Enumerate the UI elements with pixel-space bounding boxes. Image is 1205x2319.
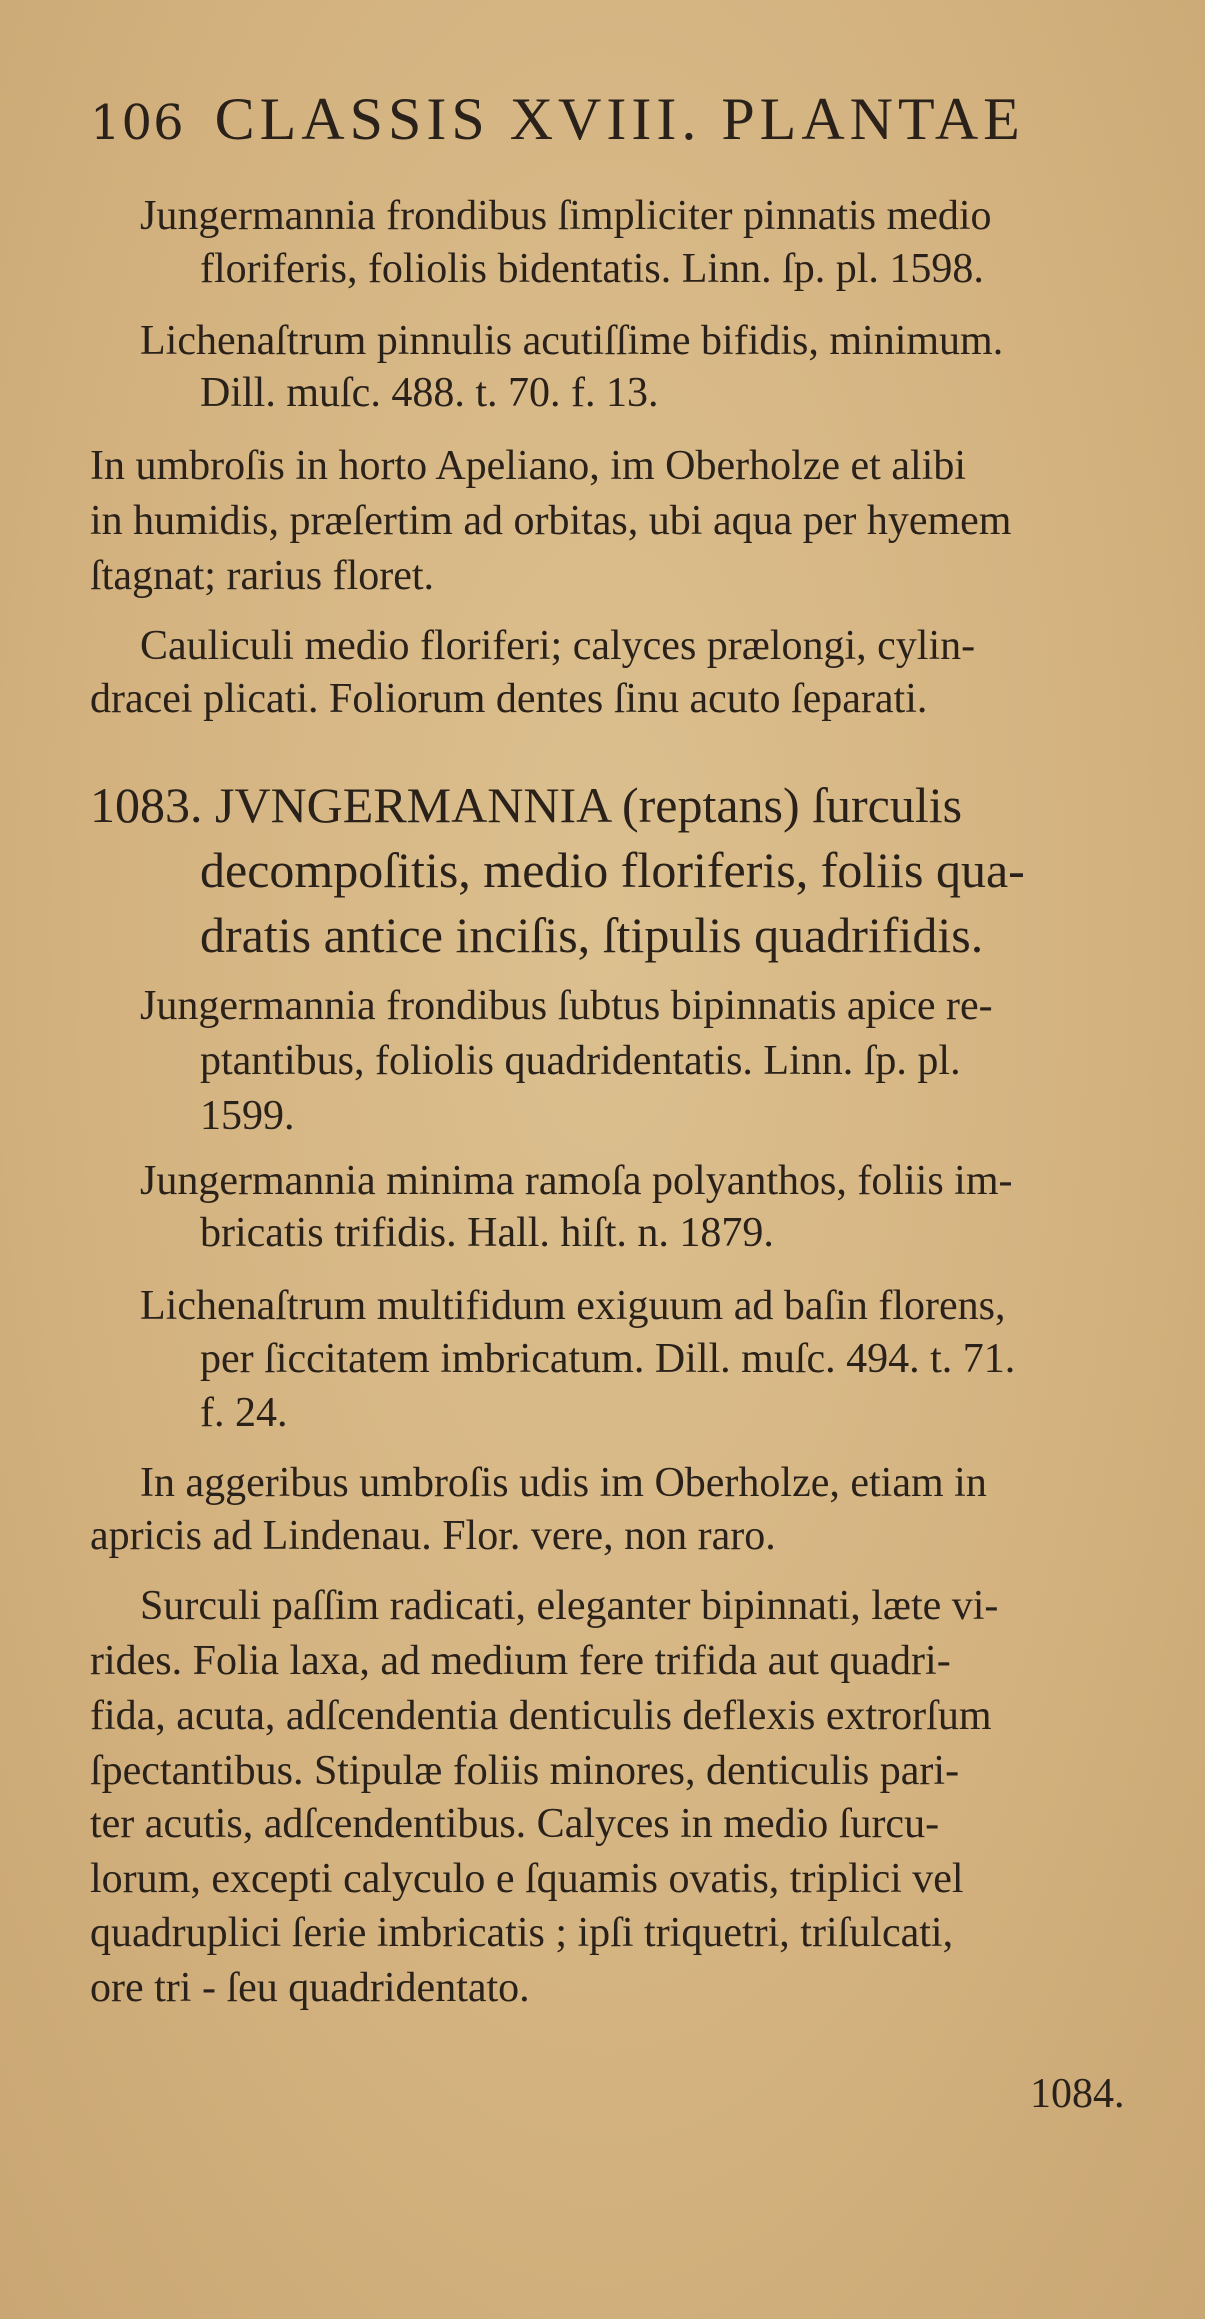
text-line: ſpectantibus. Stipulæ foliis minores, denticulis pari- (90, 1748, 960, 1794)
text-line: per ſiccitatem imbricatum. Dill. muſc. 494. t. 71. (200, 1336, 1016, 1382)
text-line: Jungermannia minima ramoſa polyanthos, foliis im- (140, 1158, 1013, 1204)
running-title: CLASSIS XVIII. PLANTAE (214, 86, 1025, 152)
text-line: ter acutis, adſcendentibus. Calyces in medio ſurcu- (90, 1801, 940, 1847)
text-line: dracei plicati. Foliorum dentes ſinu acuto ſeparati. (90, 676, 928, 722)
text-line: ſtagnat; rarius floret. (90, 553, 435, 599)
text-line: Jungermannia frondibus ſimpliciter pinnatis medio (140, 193, 992, 239)
text-line: fida, acuta, adſcendentia denticulis deflexis extrorſum (90, 1693, 992, 1739)
text-line: apricis ad Lindenau. Flor. vere, non raro. (90, 1513, 776, 1559)
page-header (90, 85, 1130, 165)
text-line: Jungermannia frondibus ſubtus bipinnatis apice re- (140, 983, 993, 1029)
text-line: Lichenaſtrum multifidum exiguum ad baſin florens, (140, 1283, 1006, 1329)
text-line: 1599. (200, 1093, 295, 1139)
text-line: in humidis, præſertim ad orbitas, ubi aqua per hyemem (90, 498, 1012, 544)
text-line: Surculi paſſim radicati, eleganter bipinnati, læte vi- (140, 1583, 999, 1629)
text-line: In umbroſis in horto Apeliano, im Oberholze et alibi (90, 443, 966, 489)
species-heading: decompoſitis, medio floriferis, foliis qua- (200, 842, 1025, 898)
text-line: Cauliculi medio floriferi; calyces prælongi, cylin- (140, 623, 976, 669)
text-line: floriferis, foliolis bidentatis. Linn. ſp. pl. 1598. (200, 246, 984, 292)
text-line: lorum, excepti calyculo e ſquamis ovatis, triplici vel (90, 1856, 964, 1902)
text-line: f. 24. (200, 1390, 288, 1436)
species-heading: 1083. JVNGERMANNIA (reptans) ſurculis (90, 777, 963, 833)
text-line: ptantibus, foliolis quadridentatis. Linn. ſp. pl. (200, 1038, 961, 1084)
text-line: Lichenaſtrum pinnulis acutiſſime bifidis, minimum. (140, 318, 1004, 364)
text-line: quadruplici ſerie imbricatis ; ipſi triquetri, triſulcati, (90, 1910, 954, 1956)
species-heading: dratis antice inciſis, ſtipulis quadrifidis. (200, 907, 984, 963)
text-line: Dill. muſc. 488. t. 70. f. 13. (200, 370, 659, 416)
text-line: bricatis trifidis. Hall. hiſt. n. 1879. (200, 1210, 774, 1256)
page-number: 106 (90, 95, 185, 151)
catchword: 1084. (1030, 2071, 1125, 2117)
text-line: rides. Folia laxa, ad medium fere trifida aut quadri- (90, 1638, 951, 1684)
text-line: ore tri - ſeu quadridentato. (90, 1965, 530, 2011)
text-line: In aggeribus umbroſis udis im Oberholze, etiam in (140, 1460, 987, 1506)
